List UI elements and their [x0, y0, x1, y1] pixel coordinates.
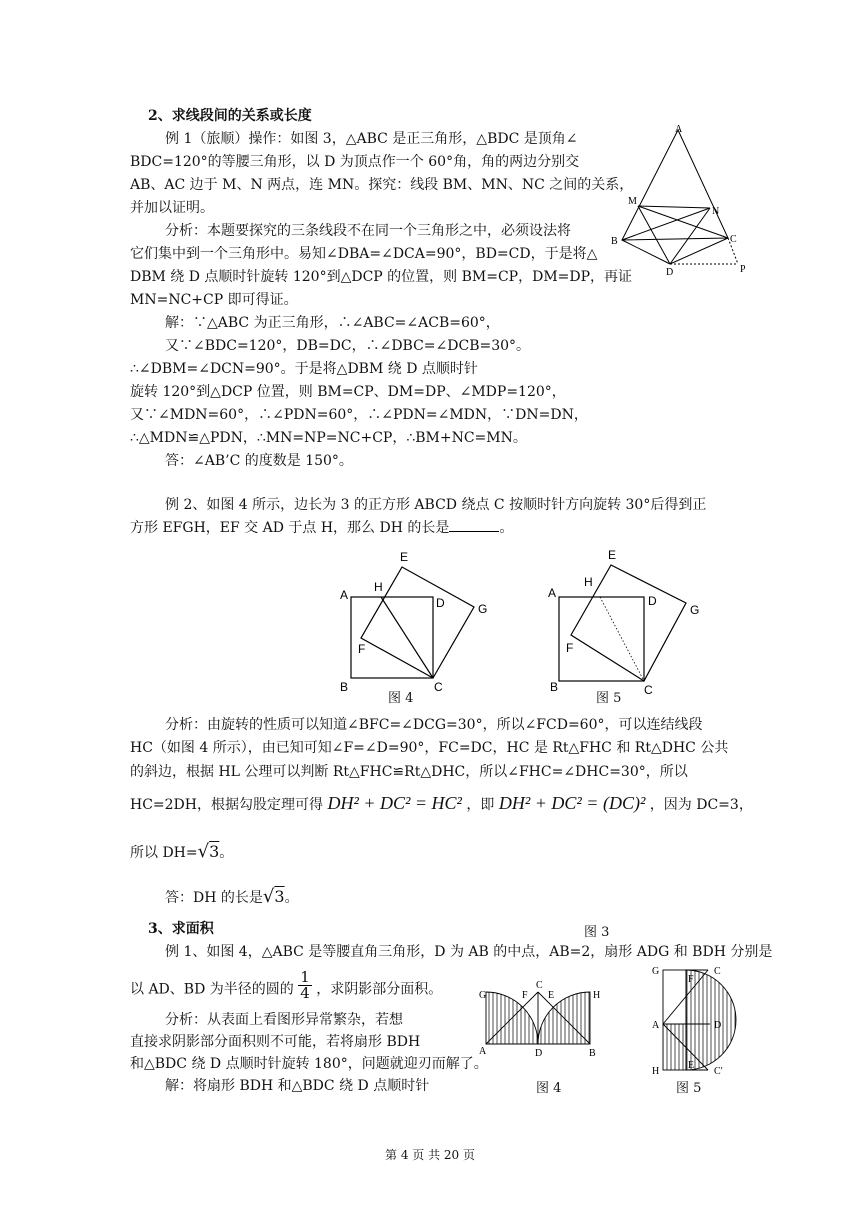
figure-5-squares: [544, 545, 704, 695]
point-label-A: A: [652, 1020, 660, 1031]
point-label-E: E: [400, 550, 409, 564]
point-label-B: B: [550, 680, 559, 694]
answer-text: 答：∠AB’C 的度数是 150°。: [165, 453, 353, 469]
analysis-text: 分析：本题要探究的三条线段不在同一个三角形之中，必须设法将: [165, 223, 571, 239]
analysis-text: MN=NC+CP 即可得证。: [130, 292, 298, 308]
point-label-E: E: [688, 1060, 695, 1071]
point-label-E: E: [608, 548, 617, 562]
point-label-H: H: [584, 575, 593, 589]
analysis-text: DBM 绕 D 点顺时针旋转 120°到△DCP 的位置，则 BM=CP，DM=DP，再证: [130, 269, 633, 285]
solution-text: 解：∵△ABC 为正三角形，∴∠ABC=∠ACB=60°，: [165, 315, 500, 331]
answer-text: [165, 888, 299, 907]
analysis-text: 直接求阴影部分面积则不可能，若将扇形 BDH: [130, 1034, 421, 1050]
point-label-F: F: [688, 974, 694, 985]
point-label-D: D: [714, 1020, 722, 1031]
example-text: 并加以证明。: [130, 200, 214, 216]
analysis-text-part: HC=2DH，根据勾股定理可得: [130, 797, 323, 813]
example-text: AB、AC 边于 M、N 两点，连 MN。探究：线段 BM、MN、NC 之间的关系，: [130, 177, 634, 193]
example-text: 例 1（旅顺）操作：如图 3，△ABC 是正三角形，△BDC 是顶角∠: [165, 131, 578, 147]
point-label-D: D: [666, 267, 674, 278]
analysis-text-part: ，因为 DC=3，: [649, 797, 753, 813]
point-label-E: E: [548, 990, 555, 1001]
analysis-text: 分析：从表面上看图形异常繁杂，若想: [165, 1012, 403, 1028]
point-label-A: A: [479, 1046, 487, 1057]
point-label-C: C: [536, 980, 543, 991]
equation-pythagoras: DH² + DC² = HC²: [327, 793, 462, 813]
point-label-A: A: [548, 586, 557, 600]
fraction-numerator: 1: [300, 968, 310, 986]
example-text: 例 2、如图 4 所示，边长为 3 的正方形 ABCD 绕点 C 按顺时针方向旋转 30°后得到正: [165, 497, 707, 513]
figure-4-caption: 图 4: [536, 1081, 562, 1096]
example-text-part: 方形 EFGH，EF 交 AD 于点 H，那么 DH 的长是: [130, 520, 450, 536]
analysis-text: 它们集中到一个三角形中。易知∠DBA=∠DCA=90°，BD=CD，于是将△: [130, 246, 598, 262]
point-label-H: H: [593, 990, 601, 1001]
sqrt-symbol: √: [262, 886, 275, 907]
analysis-text-part: 。: [219, 845, 234, 861]
point-label-P: P: [740, 264, 746, 275]
analysis-text: [130, 794, 753, 814]
solution-text: 旋转 120°到△DCP 位置，则 BM=CP、DM=DP、∠MDP=120°，: [130, 384, 566, 400]
example-text: [130, 968, 443, 1005]
point-label-F: F: [566, 641, 574, 655]
point-label-N: N: [712, 206, 720, 217]
point-label-H: H: [652, 1066, 660, 1077]
analysis-text-part: 所以 DH=: [130, 845, 198, 861]
point-label-C-prime: C′: [714, 1066, 723, 1077]
figure-5-sectors: [646, 962, 736, 1078]
point-label-D: D: [436, 596, 445, 610]
example-text-part: ，求阴影部分面积。: [316, 981, 443, 998]
analysis-text: [130, 843, 233, 862]
solution-text: 又∵∠BDC=120°，DB=DC，∴∠DBC=∠DCB=30°。: [165, 338, 531, 354]
analysis-text: 和△BDC 绕 D 点顺时针旋转 180°，问题就迎刃而解了。: [130, 1056, 488, 1072]
point-label-B: B: [589, 1048, 596, 1059]
point-label-G: G: [652, 966, 660, 977]
analysis-text: HC（如图 4 所示），由已知可知∠F=∠D=90°，FC=DC，HC 是 Rt△FHC 和 Rt△DHC 公共: [130, 740, 729, 756]
figure-5-caption: 图 5: [676, 1081, 702, 1096]
fraction: [298, 970, 312, 1001]
point-label-A: A: [340, 588, 349, 602]
section-title: 3、求面积: [148, 921, 214, 937]
point-label-F: F: [522, 990, 528, 1001]
figure-3-triangle: [608, 122, 758, 282]
analysis-text-part: ，即: [466, 797, 495, 813]
example-text-end: 。: [499, 520, 514, 536]
point-label-B: B: [611, 236, 618, 247]
point-label-A: A: [675, 124, 683, 135]
answer-blank: [449, 519, 499, 532]
solution-text: ∴∠DBM=∠DCN=90°。于是将△DBM 绕 D 点顺时针: [130, 361, 478, 377]
point-label-F: F: [358, 642, 366, 656]
sqrt-symbol: √: [197, 841, 210, 862]
analysis-text: 的斜边，根据 HL 公理可以判断 Rt△FHC≌Rt△DHC，所以∠FHC=∠DHC=30°，所以: [130, 764, 688, 780]
section-title: 2、求线段间的关系或长度: [148, 108, 312, 124]
point-label-G: G: [478, 602, 488, 616]
solution-text: ∴△MDN≌△PDN，∴MN=NP=NC+CP，∴BM+NC=MN。: [130, 430, 527, 446]
figure-4-squares: [336, 545, 496, 695]
figure-4-caption: 图 4: [388, 691, 414, 706]
solution-text: 又∵∠MDN=60°，∴∠PDN=60°，∴∠PDN=∠MDN，∵DN=DN，: [130, 407, 588, 423]
fraction-denominator: 4: [300, 984, 310, 1002]
page-footer: 第 4 页 共 20 页: [385, 1148, 475, 1162]
figure-5-caption: 图 5: [596, 691, 622, 706]
sqrt-radicand: 3: [209, 842, 220, 861]
point-label-M: M: [628, 196, 637, 207]
example-text-part: 以 AD、BD 为半径的圆的: [130, 981, 294, 998]
answer-text-part: 答：DH 的长是: [165, 890, 263, 906]
point-label-B: B: [340, 680, 349, 694]
example-text: [130, 519, 513, 537]
point-label-H: H: [374, 580, 383, 594]
solution-text: 解：将扇形 BDH 和△BDC 绕 D 点顺时针: [165, 1078, 430, 1094]
sqrt-radicand: 3: [274, 887, 285, 906]
equation-substituted: DH² + DC² = (DC)²: [498, 793, 646, 813]
point-label-D: D: [648, 594, 657, 608]
point-label-G: G: [479, 990, 487, 1001]
point-label-C: C: [434, 680, 443, 694]
example-text: 例 1、如图 4，△ABC 是等腰直角三角形，D 为 AB 的中点，AB=2，扇形 ADG 和 BDH 分别是: [165, 944, 773, 960]
figure-4-sectors: [476, 978, 612, 1058]
example-text: BDC=120°的等腰三角形，以 D 为顶点作一个 60°角，角的两边分别交: [130, 154, 580, 170]
analysis-text: 分析：由旋转的性质可以知道∠BFC=∠DCG=30°，所以∠FCD=60°，可以连结线段: [165, 717, 703, 733]
answer-text-part: 。: [284, 890, 299, 906]
point-label-C: C: [714, 966, 721, 977]
point-label-C: C: [644, 683, 653, 697]
figure-3-caption: 图 3: [584, 925, 610, 940]
point-label-D: D: [535, 1048, 543, 1059]
point-label-C: C: [730, 234, 737, 245]
point-label-G: G: [690, 603, 700, 617]
